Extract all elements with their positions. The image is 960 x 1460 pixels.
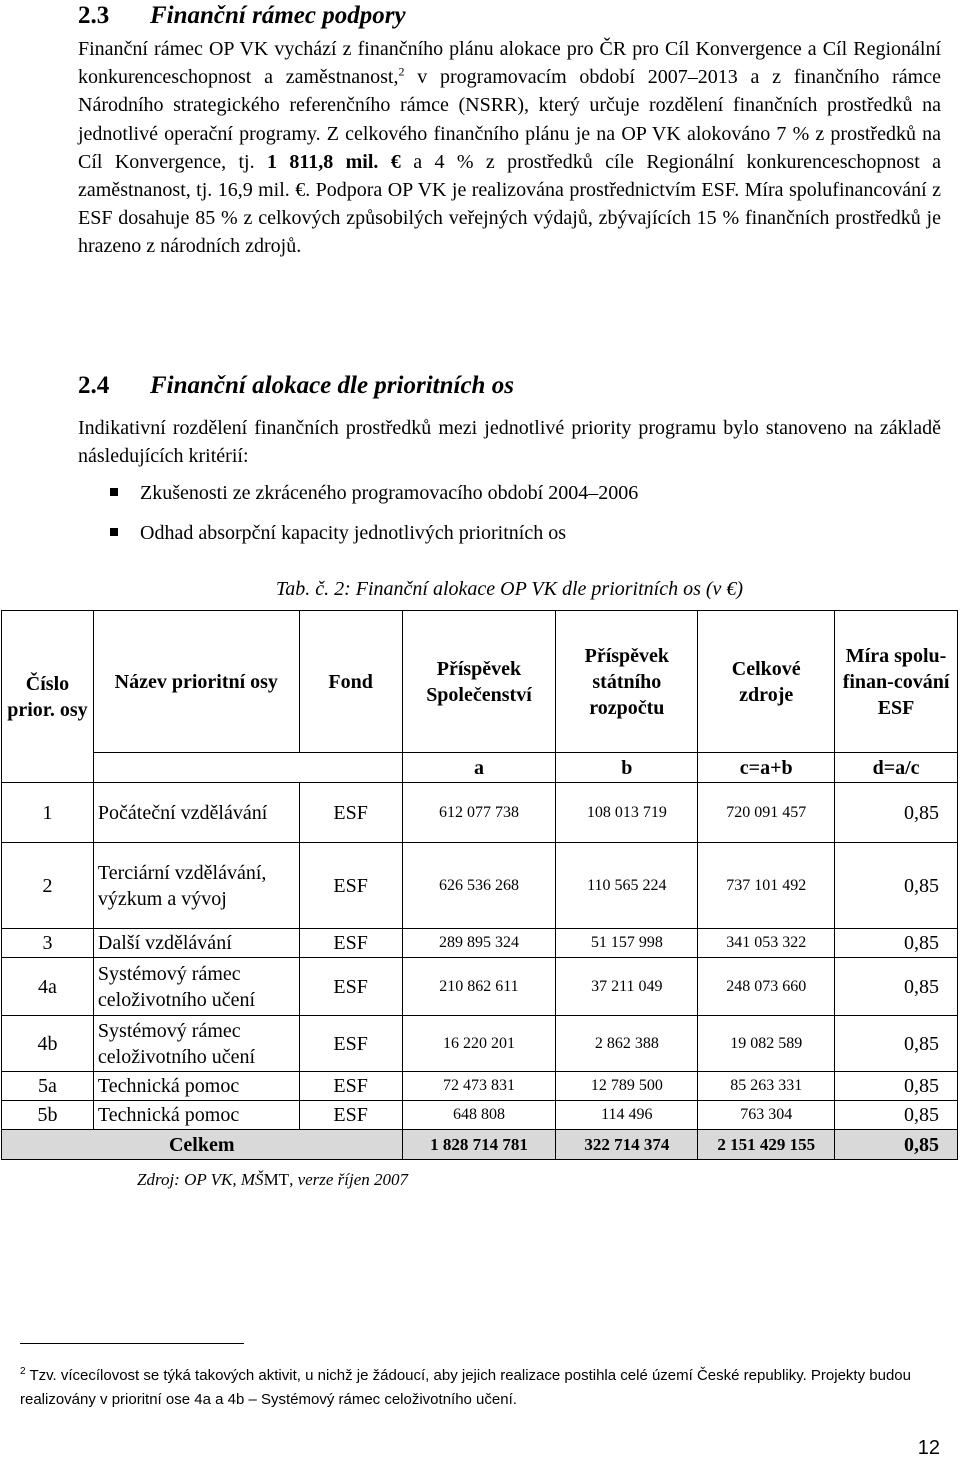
row-state: 108 013 719 <box>556 783 698 843</box>
formula-c: c=a+b <box>698 753 835 783</box>
row-fund: ESF <box>299 783 402 843</box>
row-rate: 0,85 <box>835 843 958 929</box>
row-total: 341 053 322 <box>698 929 835 958</box>
row-name: Terciární vzdělávání, výzkum a vývoj <box>93 843 299 929</box>
header-fund: Fond <box>299 611 402 753</box>
bullet-square-icon <box>110 528 118 536</box>
row-eu: 612 077 738 <box>402 783 556 843</box>
header-cofinancing-rate: Míra spolu-finan-cování ESF <box>835 611 958 753</box>
section-2-3-heading <box>78 2 406 30</box>
row-rate: 0,85 <box>835 1016 958 1072</box>
row-rate: 0,85 <box>835 783 958 843</box>
row-state: 51 157 998 <box>556 929 698 958</box>
row-fund: ESF <box>299 1101 402 1130</box>
row-eu: 626 536 268 <box>402 843 556 929</box>
row-fund: ESF <box>299 958 402 1016</box>
financial-framework-paragraph <box>78 35 941 261</box>
row-state: 12 789 500 <box>556 1072 698 1101</box>
row-number: 5b <box>2 1101 94 1130</box>
row-rate: 0,85 <box>835 1101 958 1130</box>
table-caption: Tab. č. 2: Finanční alokace OP VK dle prioritních os (v €) <box>275 578 744 600</box>
row-rate: 0,85 <box>835 1072 958 1101</box>
table-row <box>2 929 958 958</box>
row-fund: ESF <box>299 1016 402 1072</box>
row-name: Další vzdělávání <box>93 929 299 958</box>
row-state: 2 862 388 <box>556 1016 698 1072</box>
row-name: Technická pomoc <box>93 1101 299 1130</box>
footnote-mark: 2 <box>20 1366 26 1377</box>
page-number: 12 <box>917 1437 940 1459</box>
table-row <box>2 1016 958 1072</box>
row-state: 114 496 <box>556 1101 698 1130</box>
bullet-square-icon <box>110 488 118 496</box>
header-state-contribution: Příspěvek státního rozpočtu <box>556 611 698 753</box>
footnote <box>20 1360 920 1412</box>
footnote-text: Tzv. vícecílovost se týká takových aktivit, u nichž je žádoucí, aby jejich realizace postihla celé území České republiky. Projekty budou realizovány v prioritní ose 4a a 4b – Systémový rámec celoživotního učení. <box>20 1367 911 1408</box>
formula-b: b <box>556 753 698 783</box>
formula-a: a <box>402 753 556 783</box>
row-number: 4b <box>2 1016 94 1072</box>
row-rate: 0,85 <box>835 929 958 958</box>
criteria-intro-paragraph: Indikativní rozdělení finančních prostředků mezi jednotlivé priority programu bylo stanoveno na základě následujících kritérií: <box>78 417 941 468</box>
section-2-4-heading <box>78 372 514 400</box>
row-eu: 648 808 <box>402 1101 556 1130</box>
row-name: Technická pomoc <box>93 1072 299 1101</box>
table-row <box>2 1101 958 1130</box>
allocation-table <box>1 610 958 1160</box>
row-total: 763 304 <box>698 1101 835 1130</box>
row-total: 720 091 457 <box>698 783 835 843</box>
row-state: 110 565 224 <box>556 843 698 929</box>
table-row <box>2 843 958 929</box>
footnote-divider <box>20 1343 244 1344</box>
table-header-row <box>2 611 958 753</box>
header-total-sources: Celkové zdroje <box>698 611 835 753</box>
row-state: 37 211 049 <box>556 958 698 1016</box>
table-row <box>2 783 958 843</box>
source-text-3: , verze říjen 2007 <box>289 1170 409 1189</box>
paragraph-text-3: a 4 % z prostředků cíle Regionální konkurenceschopnost a zaměstnanost, tj. 16,9 mil. €. Podpora OP VK je realizována prostřednictvím ESF. Míra spolufinancování z ESF dosahuje 85 % z celkových způsobilých veřejných výdajů, zbývajících 15 % finančních prostředků je hrazeno z národních zdrojů. <box>78 150 942 258</box>
row-number: 3 <box>2 929 94 958</box>
row-number: 5a <box>2 1072 94 1101</box>
header-priority-name: Název prioritní osy <box>93 611 299 753</box>
row-fund: ESF <box>299 843 402 929</box>
section-title: Finanční alokace dle prioritních os <box>150 372 514 399</box>
row-name: Systémový rámec celoživotního učení <box>93 958 299 1016</box>
paragraph-bold-amount: 1 811,8 mil. € <box>266 150 401 173</box>
footnote-ref: 2 <box>398 64 405 79</box>
bullet-item <box>110 482 638 505</box>
total-eu: 1 828 714 781 <box>402 1130 556 1160</box>
table-row <box>2 958 958 1016</box>
formula-row <box>2 753 958 783</box>
row-fund: ESF <box>299 929 402 958</box>
bullet-item <box>110 522 566 545</box>
row-name: Počáteční vzdělávání <box>93 783 299 843</box>
table-row <box>2 1072 958 1101</box>
row-number: 1 <box>2 783 94 843</box>
row-eu: 72 473 831 <box>402 1072 556 1101</box>
row-total: 85 263 331 <box>698 1072 835 1101</box>
header-eu-contribution: Příspěvek Společenství <box>402 611 556 753</box>
source-text-2: MT <box>263 1170 290 1189</box>
row-eu: 16 220 201 <box>402 1016 556 1072</box>
formula-d: d=a/c <box>835 753 958 783</box>
bullet-text: Odhad absorpční kapacity jednotlivých prioritních os <box>140 522 567 544</box>
formula-blank-cell <box>93 753 402 783</box>
bullet-text: Zkušenosti ze zkráceného programovacího období 2004–2006 <box>140 482 639 504</box>
row-fund: ESF <box>299 1072 402 1101</box>
section-number: 2.4 <box>78 372 110 399</box>
row-rate: 0,85 <box>835 958 958 1016</box>
total-sources: 2 151 429 155 <box>698 1130 835 1160</box>
row-total: 737 101 492 <box>698 843 835 929</box>
paragraph-text-1: Finanční rámec OP VK vychází z finančního plánu alokace pro ČR pro Cíl Konvergence a Cíl Regionální konkurenceschopnost a zaměstnanost, <box>78 38 941 89</box>
row-eu: 210 862 611 <box>402 958 556 1016</box>
row-total: 248 073 660 <box>698 958 835 1016</box>
total-rate: 0,85 <box>835 1130 958 1160</box>
header-priority-number: Číslo prior. osy <box>2 611 94 783</box>
source-text-1: Zdroj: OP VK, MŠ <box>137 1170 264 1189</box>
table-source-note <box>137 1170 408 1190</box>
section-title: Finanční rámec podpory <box>150 2 406 29</box>
section-number: 2.3 <box>78 2 110 29</box>
row-number: 4a <box>2 958 94 1016</box>
row-number: 2 <box>2 843 94 929</box>
row-total: 19 082 589 <box>698 1016 835 1072</box>
row-name: Systémový rámec celoživotního učení <box>93 1016 299 1072</box>
paragraph-text-2: v programovacím období 2007–2013 a z finančního rámce Národního strategického referenčního rámce (NSRR), který určuje rozdělení finančních prostředků na jednotlivé operační programy. Z celkového finančního plánu je na OP VK alokováno 7 % z prostředků na Cíl Konvergence, tj. <box>78 66 941 173</box>
total-state: 322 714 374 <box>556 1130 698 1160</box>
total-row <box>2 1130 958 1160</box>
total-label: Celkem <box>2 1130 403 1160</box>
row-eu: 289 895 324 <box>402 929 556 958</box>
